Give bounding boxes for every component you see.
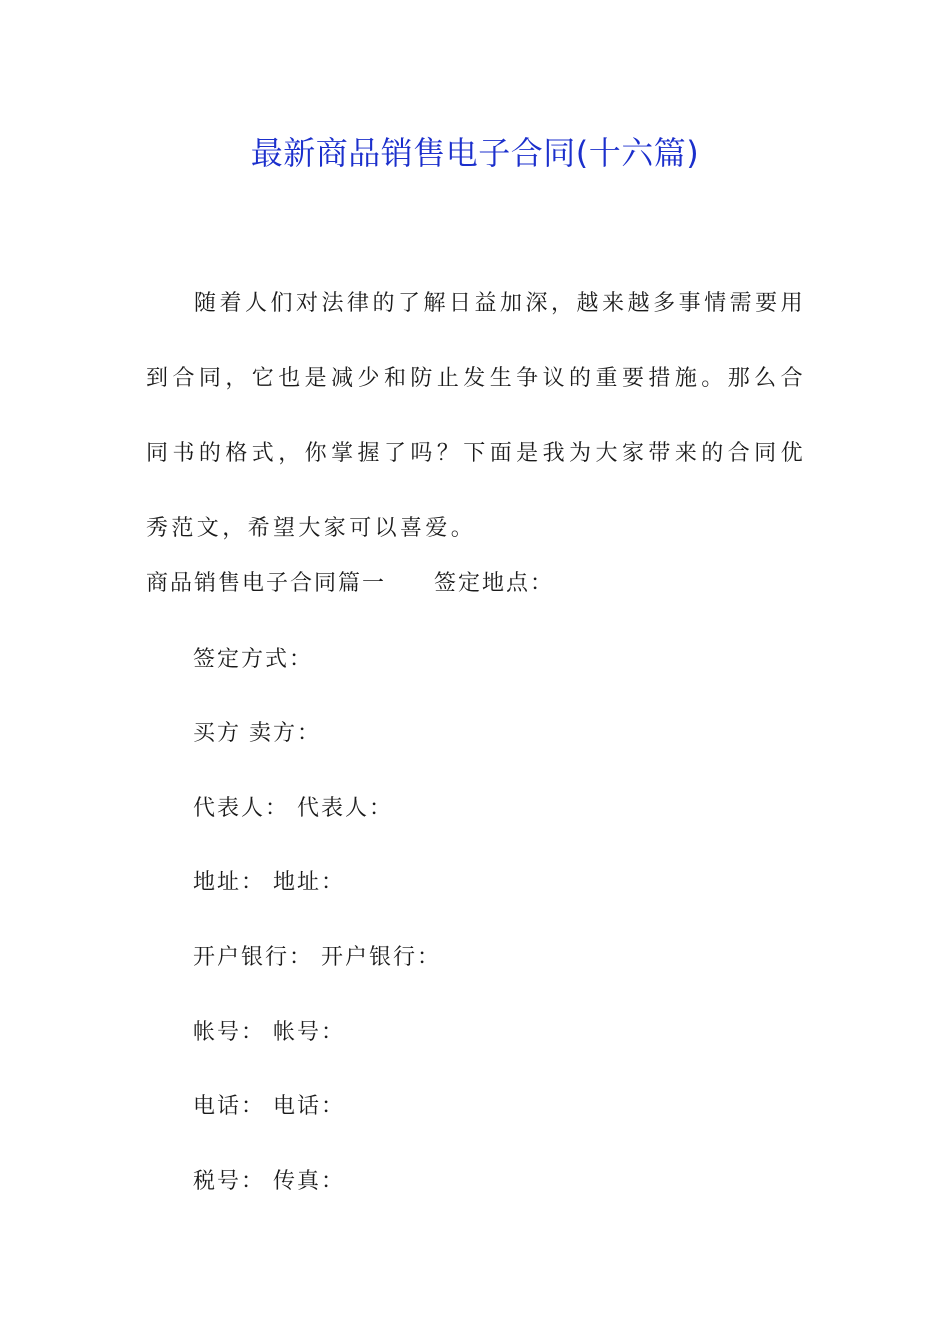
signing-place-label: 签定地点：: [434, 571, 555, 596]
field-row-address: [193, 865, 345, 896]
field-row-signing-method: [193, 642, 321, 673]
field-row-bank: [193, 940, 441, 971]
field-row-buyer-seller: [193, 716, 321, 747]
field-left-label: 买方: [193, 721, 242, 746]
field-right-label: 开户银行：: [321, 945, 442, 970]
field-row-account: [193, 1015, 345, 1046]
document-title: 最新商品销售电子合同(十六篇): [250, 134, 700, 172]
field-row-phone: [193, 1089, 345, 1120]
section-heading: 商品销售电子合同篇一: [146, 571, 387, 596]
field-right-label: 电话：: [273, 1094, 346, 1119]
field-left-label: 电话：: [193, 1094, 266, 1119]
field-right-label: 地址：: [273, 870, 346, 895]
field-row-representative: [193, 791, 393, 822]
field-right-label: 代表人：: [297, 796, 394, 821]
field-right-label: 帐号：: [273, 1020, 346, 1045]
section-heading-line: [146, 566, 554, 597]
field-left-label: 代表人：: [193, 796, 290, 821]
field-right-label: 卖方：: [249, 721, 322, 746]
field-left-label: 地址：: [193, 870, 266, 895]
field-left-label: 签定方式：: [193, 647, 314, 672]
field-left-label: 帐号：: [193, 1020, 266, 1045]
field-left-label: 税号：: [193, 1169, 266, 1194]
intro-paragraph: 随着人们对法律的了解日益加深，越来越多事情需要用到合同，它也是减少和防止发生争议的重要措施。那么合同书的格式，你掌握了吗？下面是我为大家带来的合同优秀范文，希望大家可以喜爱。: [146, 291, 806, 541]
field-left-label: 开户银行：: [193, 945, 314, 970]
field-right-label: 传真：: [273, 1169, 346, 1194]
field-row-tax-fax: [193, 1164, 345, 1195]
